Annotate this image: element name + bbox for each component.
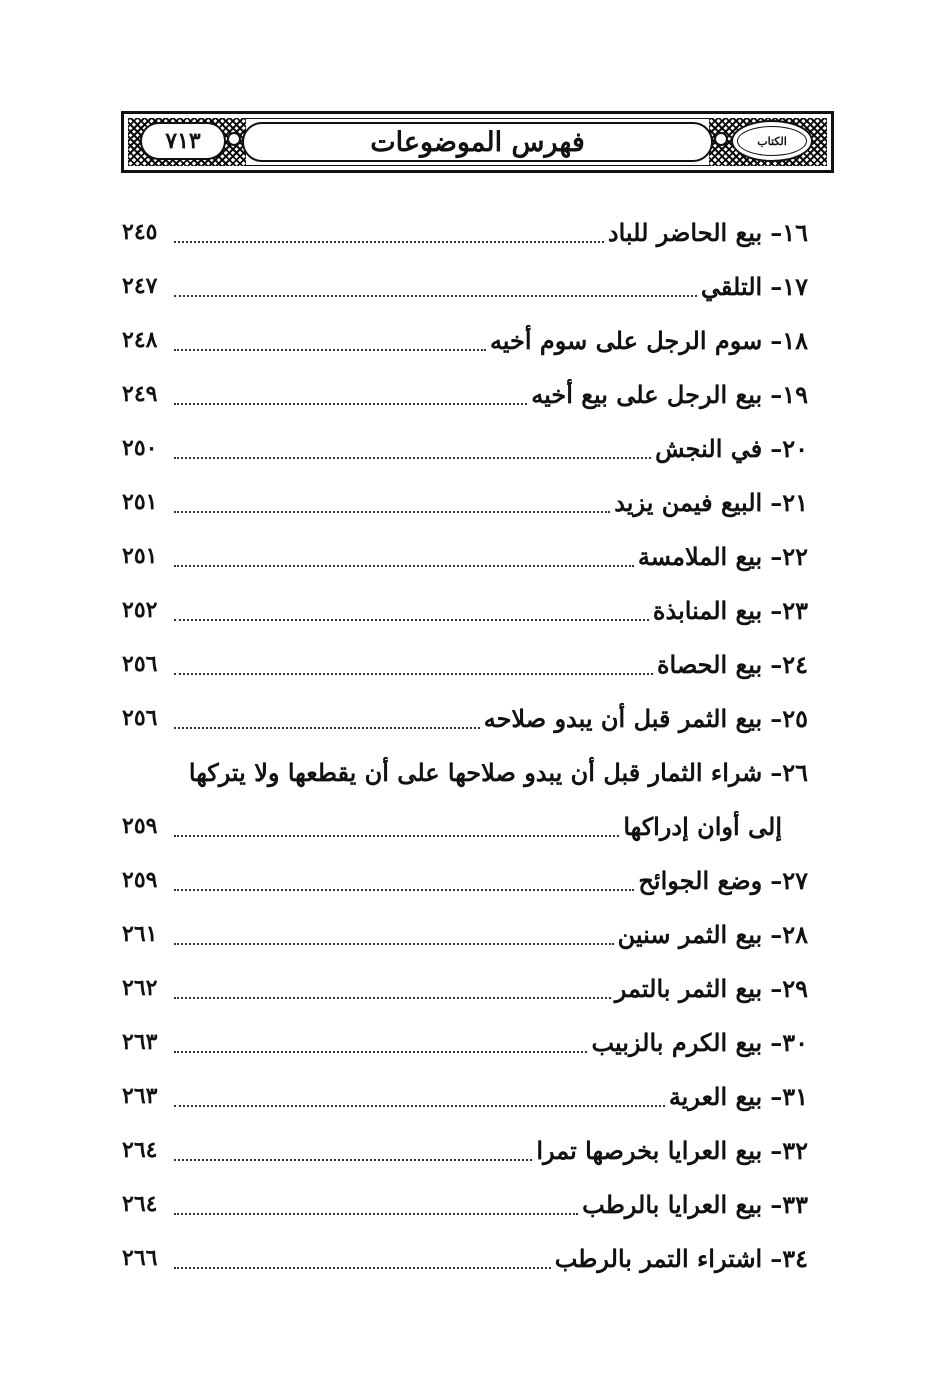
toc-entry bbox=[122, 313, 808, 367]
entry-number: ١٧– bbox=[770, 271, 808, 301]
entry-title: بيع العرايا بالرطب bbox=[582, 1189, 763, 1219]
entry-title: سوم الرجل على سوم أخيه bbox=[489, 325, 763, 355]
entry-page: ٢٦٤ bbox=[122, 1191, 158, 1217]
entry-title: شراء الثمار قبل أن يبدو صلاحها على أن يقطعها ولا يتركها bbox=[188, 757, 763, 787]
page-number: ٧١٣ bbox=[140, 122, 226, 160]
knot-ornament-icon bbox=[227, 132, 241, 146]
entry-number: ٣٤– bbox=[770, 1243, 808, 1273]
dot-leader bbox=[174, 1213, 578, 1215]
entry-page: ٢٦٣ bbox=[122, 1029, 158, 1055]
entry-page: ٢٥١ bbox=[122, 489, 158, 515]
entry-number: ٣٢– bbox=[770, 1135, 808, 1165]
entry-number: ٣٠– bbox=[770, 1027, 808, 1057]
entry-page: ٢٦١ bbox=[122, 921, 158, 947]
entry-page: ٢٦٢ bbox=[122, 975, 158, 1001]
entry-page: ٢٤٥ bbox=[122, 219, 158, 245]
entry-number: ٢٢– bbox=[770, 541, 808, 571]
dot-leader bbox=[174, 295, 697, 297]
entry-title: بيع الثمر قبل أن يبدو صلاحه bbox=[483, 703, 763, 733]
toc-entry bbox=[122, 907, 808, 961]
entry-page: ٢٥٦ bbox=[122, 705, 158, 731]
entry-page: ٢٦٣ bbox=[122, 1083, 158, 1109]
dot-leader bbox=[174, 1267, 551, 1269]
page-header bbox=[121, 111, 834, 173]
dot-leader bbox=[174, 403, 527, 405]
entry-page: ٢٦٤ bbox=[122, 1137, 158, 1163]
toc-entry bbox=[122, 583, 808, 637]
toc-entry bbox=[122, 853, 808, 907]
toc-entry bbox=[122, 1123, 808, 1177]
entry-number: ٢٠– bbox=[770, 433, 808, 463]
entry-title: البيع فيمن يزيد bbox=[614, 487, 763, 517]
entry-number: ٢٤– bbox=[770, 649, 808, 679]
entry-page: ٢٥٦ bbox=[122, 651, 158, 677]
entry-number: ٢٨– bbox=[770, 919, 808, 949]
toc-entry bbox=[122, 421, 808, 475]
entry-title: بيع المنابذة bbox=[652, 595, 763, 625]
entry-number: ١٩– bbox=[770, 379, 808, 409]
entry-page: ٢٥٠ bbox=[122, 435, 158, 461]
toc-entry bbox=[122, 475, 808, 529]
entry-number: ١٦– bbox=[770, 217, 808, 247]
dot-leader bbox=[174, 727, 480, 729]
dot-leader bbox=[174, 619, 649, 621]
entry-title: بيع الكرم بالزبيب bbox=[591, 1027, 763, 1057]
dot-leader bbox=[174, 241, 604, 243]
entry-page: ٢٤٨ bbox=[122, 327, 158, 353]
toc-entry bbox=[122, 1231, 808, 1285]
toc-entry bbox=[122, 1069, 808, 1123]
dot-leader bbox=[174, 835, 619, 837]
knot-ornament-icon bbox=[714, 132, 728, 146]
dot-leader bbox=[174, 457, 651, 459]
toc-entry-continuation bbox=[122, 799, 808, 853]
entry-title: بيع الملامسة bbox=[637, 541, 763, 571]
entry-number: ٣١– bbox=[770, 1081, 808, 1111]
dot-leader bbox=[174, 511, 610, 513]
book-seal-icon: الكتاب bbox=[731, 120, 813, 162]
entry-page: ٢٦٦ bbox=[122, 1245, 158, 1271]
entry-number: ٣٣– bbox=[770, 1189, 808, 1219]
toc-entry bbox=[122, 961, 808, 1015]
entry-number: ٢٦– bbox=[770, 757, 808, 787]
entry-number: ٢٣– bbox=[770, 595, 808, 625]
dot-leader bbox=[174, 1051, 587, 1053]
entry-page: ٢٥٩ bbox=[122, 813, 158, 839]
entry-title: بيع الرجل على بيع أخيه bbox=[531, 379, 763, 409]
dot-leader bbox=[174, 673, 653, 675]
dot-leader bbox=[174, 1105, 665, 1107]
entry-title: بيع العرايا بخرصها تمرا bbox=[536, 1135, 763, 1165]
toc-entry bbox=[122, 205, 808, 259]
dot-leader bbox=[174, 889, 634, 891]
entry-page: ٢٥٢ bbox=[122, 597, 158, 623]
entry-title: في النجش bbox=[655, 433, 763, 463]
entry-page: ٢٤٩ bbox=[122, 381, 158, 407]
entry-number: ٢٧– bbox=[770, 865, 808, 895]
dot-leader bbox=[174, 349, 486, 351]
dot-leader bbox=[174, 943, 614, 945]
dot-leader bbox=[174, 1159, 532, 1161]
page-title: فهرس الموضوعات bbox=[242, 122, 713, 162]
entry-title: إلى أوان إدراكها bbox=[623, 811, 782, 841]
toc-entry bbox=[122, 367, 808, 421]
entry-title: التلقي bbox=[700, 271, 763, 301]
entry-title: بيع الثمر سنين bbox=[617, 919, 763, 949]
toc-entry bbox=[122, 529, 808, 583]
entry-page: ٢٥١ bbox=[122, 543, 158, 569]
entry-page: ٢٤٧ bbox=[122, 273, 158, 299]
entry-title: وضع الجوائح bbox=[638, 865, 763, 895]
entry-title: بيع الحاضر للباد bbox=[607, 217, 763, 247]
toc-entry bbox=[122, 259, 808, 313]
entry-number: ٢٩– bbox=[770, 973, 808, 1003]
toc-entry bbox=[122, 1177, 808, 1231]
entry-title: بيع الثمر بالتمر bbox=[614, 973, 763, 1003]
entry-title: بيع العرية bbox=[668, 1081, 763, 1111]
entry-title: بيع الحصاة bbox=[656, 649, 763, 679]
entry-number: ٢٥– bbox=[770, 703, 808, 733]
toc-entry bbox=[122, 745, 808, 799]
dot-leader bbox=[174, 997, 611, 999]
dot-leader bbox=[174, 565, 634, 567]
entry-number: ٢١– bbox=[770, 487, 808, 517]
toc-entry bbox=[122, 637, 808, 691]
entry-title: اشتراء التمر بالرطب bbox=[554, 1243, 763, 1273]
entry-number: ١٨– bbox=[770, 325, 808, 355]
entry-page: ٢٥٩ bbox=[122, 867, 158, 893]
toc-entry bbox=[122, 691, 808, 745]
toc-entry bbox=[122, 1015, 808, 1069]
